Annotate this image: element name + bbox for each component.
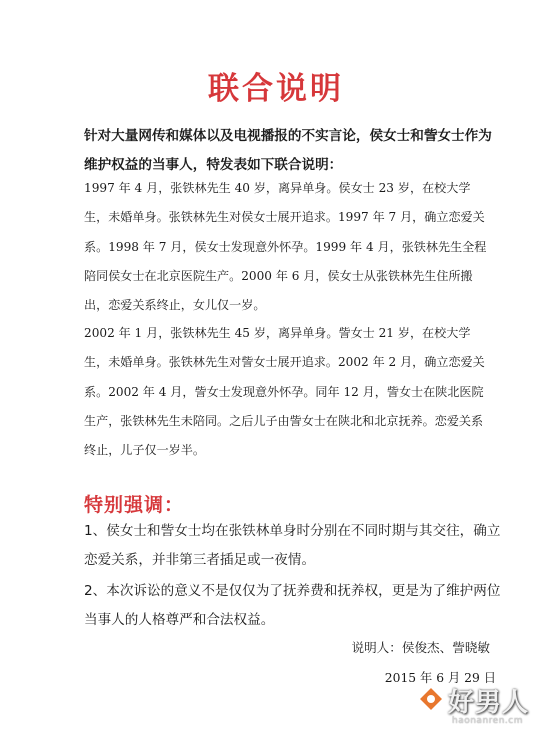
emphasis-heading: 特别强调： bbox=[84, 494, 185, 516]
document-title: 联合说明 bbox=[208, 70, 344, 107]
watermark-brand: 好男人 bbox=[448, 688, 530, 718]
document-date: 2015 年 6 月 29 日 bbox=[384, 671, 496, 685]
watermark-url: haonanren.cm bbox=[452, 716, 523, 726]
site-watermark bbox=[418, 682, 550, 732]
timeline-paragraph-zi: 2002 年 1 月，张铁林先生 45 岁，离异单身。訾女士 21 岁，在校大学生，未婚单身。张铁林先生对訾女士展开追求。2002 年 2 月，确立恋爱关系。2002 年 4 月，訾女士发现意外怀孕。同年 12 月，訾女士在陕北医院生产，张铁林先生未陪同。之后儿子由訾女士在陕北和北京抚养。恋爱关系终止，儿子仅一岁半。 bbox=[84, 326, 485, 458]
intro-paragraph: 针对大量网传和媒体以及电视播报的不实言论，侯女士和訾女士作为维护权益的当事人，特发表如下联合说明： bbox=[84, 128, 492, 173]
emphasis-point-1: 1、侯女士和訾女士均在张铁林单身时分别在不同时期与其交往，确立恋爱关系，并非第三者插足或一夜情。 bbox=[84, 523, 501, 568]
timeline-paragraph-hou: 1997 年 4 月，张铁林先生 40 岁，离异单身。侯女士 23 岁，在校大学生，未婚单身。张铁林先生对侯女士展开追求。1997 年 7 月，确立恋爱关系。1998 年 7 月，侯女士发现意外怀孕。1999 年 4 月，张铁林先生全程陪同侯女士在北京医院生产。2000 年 6 月，侯女士从张铁林先生住所搬出，恋爱关系终止，女儿仅一岁。 bbox=[84, 181, 487, 313]
watermark-logo-icon bbox=[418, 686, 444, 712]
signer-line: 说明人：侯俊杰、訾晓敏 bbox=[351, 640, 490, 655]
emphasis-point-2: 2、本次诉讼的意义不是仅仅为了抚养费和抚养权，更是为了维护两位当事人的人格尊严和合法权益。 bbox=[84, 583, 501, 628]
